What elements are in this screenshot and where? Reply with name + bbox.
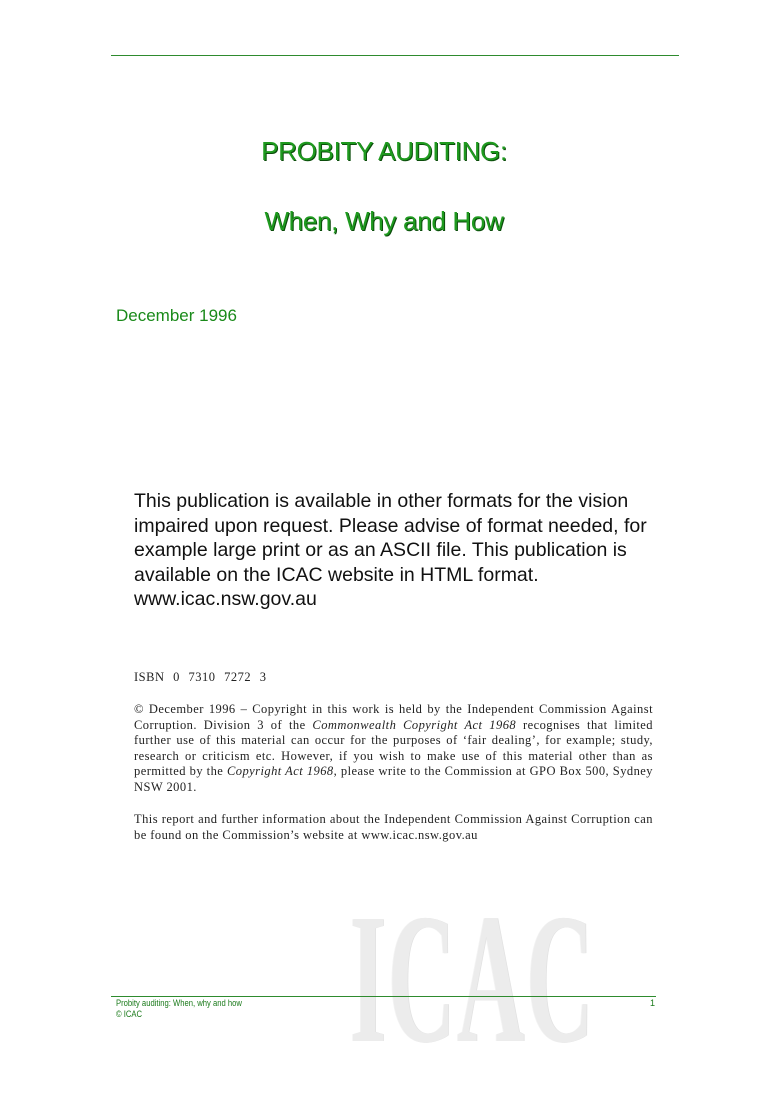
header-rule: [111, 55, 679, 56]
copyright-text-part2: recognises that limited further use of this material can occur for the purposes of ‘fair dealing’, for example; study, research or criticism etc. However, if you wish to make use of this material other than as permitted by the: [134, 717, 653, 779]
document-title: PROBITY AUDITING:: [261, 136, 507, 166]
document-subtitle: When, Why and How: [264, 206, 504, 236]
footer-rule: [111, 996, 656, 997]
copyright-act-title: Copyright Act 1968: [226, 764, 334, 779]
footer-left: [116, 998, 242, 1020]
icac-watermark-logo: [330, 855, 596, 1082]
copyright-notice: [134, 702, 653, 796]
publication-date: December 1996: [116, 306, 237, 325]
isbn-number: ISBN 0 7310 7272 3: [134, 670, 267, 684]
watermark-text: ICAC: [349, 875, 596, 1082]
accessibility-notice: This publication is available in other formats for the vision impaired upon request. Please advise of format needed, for example large print or as an ASCII file. This publication is available on the ICAC website in HTML format. www.icac.nsw.gov.au: [134, 490, 647, 610]
copyright-text-part3: , please write to the Commission at GPO Box 500, Sydney NSW 2001.: [134, 764, 653, 794]
further-info-paragraph: This report and further information about the Independent Commission Against Corruption can be found on the Commission’s website at www.icac.nsw.gov.au: [134, 812, 653, 842]
commonwealth-act-title: Commonwealth Copyright Act 1968: [312, 717, 517, 732]
page-number: 1: [650, 998, 656, 1008]
footer-running-title: Probity auditing: When, why and how: [116, 998, 242, 1008]
copyright-text-part1: © December 1996 – Copyright in this work is held by the Independent Commission Against Corruption. Division 3 of the: [134, 702, 653, 732]
footer-copyright: © ICAC: [116, 1009, 143, 1019]
